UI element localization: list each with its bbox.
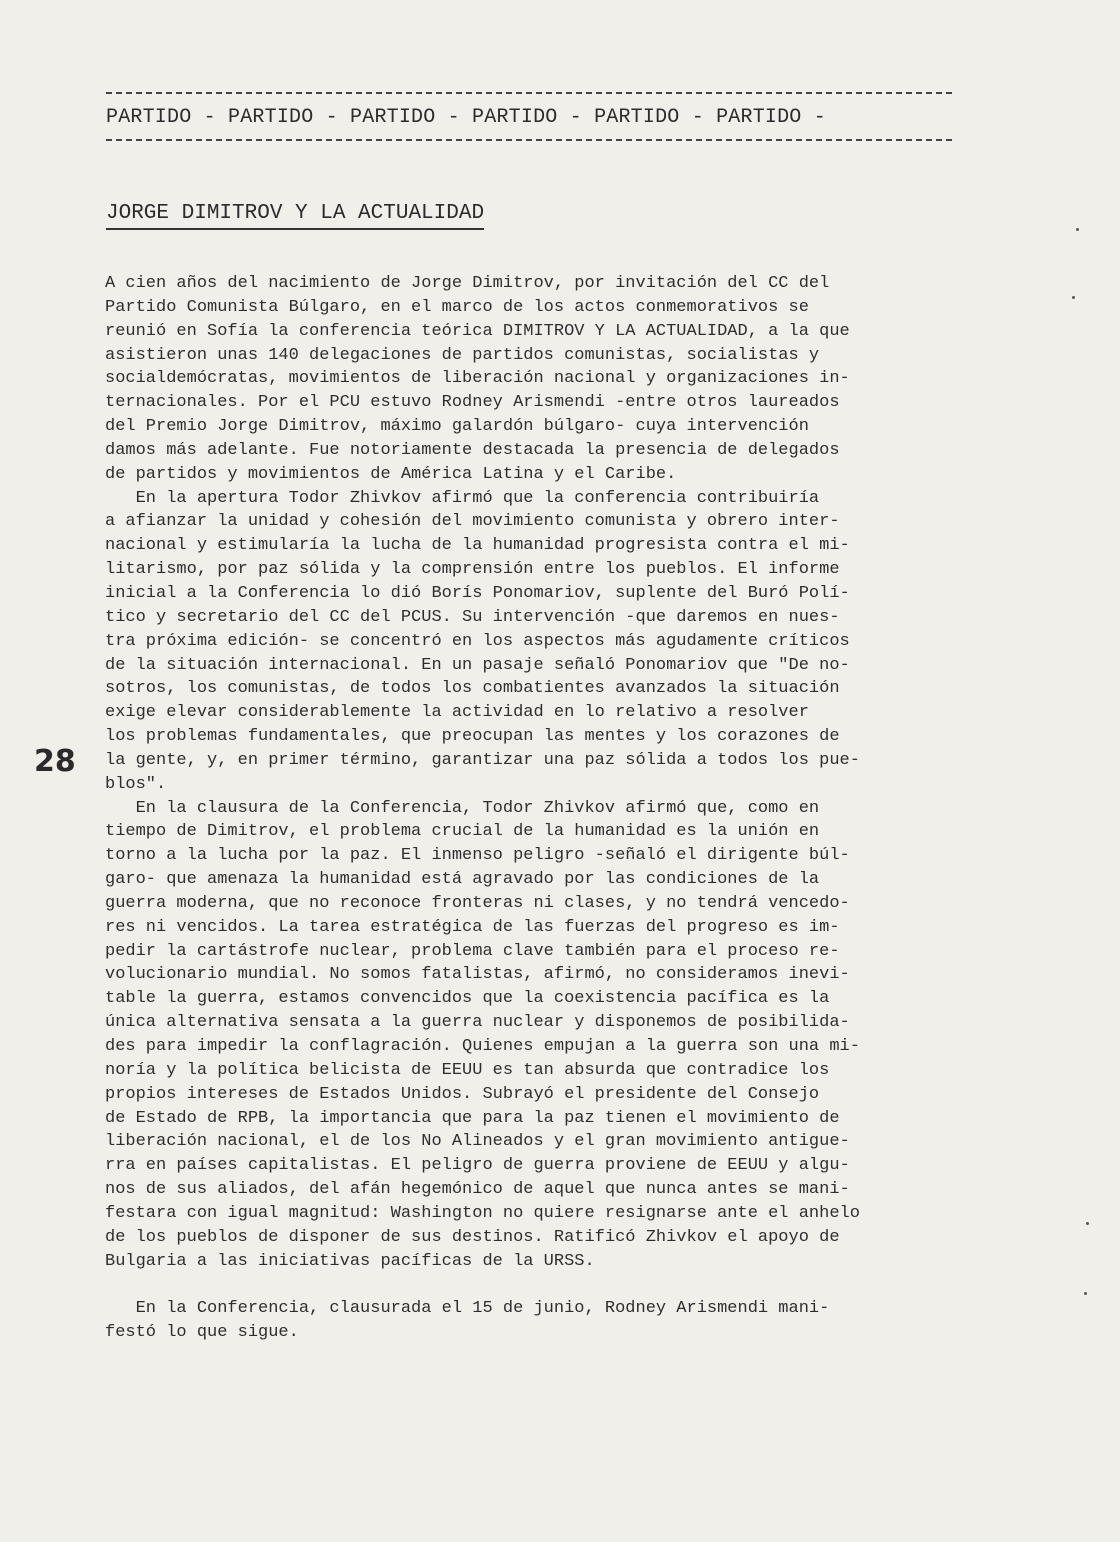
scan-speck [1076, 228, 1079, 231]
body-line: tiempo de Dimitrov, el problema crucial de la humanidad es la unión en [105, 822, 820, 842]
body-line: volucionario mundial. No somos fatalistas, afirmó, no consideramos inevi- [105, 965, 850, 985]
body-line: tra próxima edición- se concentró en los aspectos más agudamente críticos [105, 631, 850, 651]
body-line: table la guerra, estamos convencidos que la coexistencia pacífica es la [105, 989, 830, 1009]
body-line: garo- que amenaza la humanidad está agravado por las condiciones de la [105, 870, 820, 890]
body-line: blos". [105, 774, 167, 794]
body-line: noría y la política belicista de EEUU es tan absurda que contradice los [105, 1060, 830, 1080]
body-line: única alternativa sensata a la guerra nuclear y disponemos de posibilida- [105, 1013, 850, 1033]
body-line: de Estado de RPB, la importancia que para la paz tienen el movimiento de [105, 1108, 840, 1128]
body-line: a afianzar la unidad y cohesión del movimiento comunista y obrero inter- [105, 512, 840, 532]
body-line: Bulgaria a las iniciativas pacíficas de la URSS. [105, 1251, 595, 1271]
body-line: guerra moderna, que no reconoce fronteras ni clases, y no tendrá vencedo- [105, 893, 850, 913]
body-line: En la clausura de la Conferencia, Todor Zhivkov afirmó que, como en [105, 798, 820, 818]
body-line: inicial a la Conferencia lo dió Borís Ponomariov, suplente del Buró Polí- [105, 583, 850, 603]
body-line: la gente, y, en primer término, garantizar una paz sólida a todos los pue- [105, 750, 860, 770]
body-line: de los pueblos de disponer de sus destinos. Ratificó Zhivkov el apoyo de [105, 1227, 840, 1247]
body-line: En la apertura Todor Zhivkov afirmó que la conferencia contribuiría [105, 488, 820, 508]
scan-speck [1086, 1222, 1089, 1225]
scan-speck [1072, 296, 1075, 299]
header-top-rule [106, 92, 952, 94]
closing-line: festó lo que sigue. [105, 1323, 299, 1343]
body-line: damos más adelante. Fue notoriamente destacada la presencia de delegados [105, 440, 840, 460]
body-line: ternacionales. Por el PCU estuvo Rodney Arismendi -entre otros laureados [105, 393, 840, 413]
body-line: los problemas fundamentales, que preocupan las mentes y los corazones de [105, 727, 840, 747]
body-line: liberación nacional, el de los No Alineados y el gran movimiento antigue- [105, 1132, 850, 1152]
body-line: tico y secretario del CC del PCUS. Su intervención -que daremos en nues- [105, 607, 840, 627]
body-line: nos de sus aliados, del afán hegemónico de aquel que nunca antes se mani- [105, 1180, 850, 1200]
body-line: litarismo, por paz sólida y la comprensión entre los pueblos. El informe [105, 560, 840, 580]
body-line: rra en países capitalistas. El peligro de guerra proviene de EEUU y algu- [105, 1156, 850, 1176]
closing-line: En la Conferencia, clausurada el 15 de junio, Rodney Arismendi mani- [105, 1299, 830, 1319]
article-body [105, 272, 1005, 1345]
body-line: del Premio Jorge Dimitrov, máximo galardón búlgaro- cuya intervención [105, 417, 809, 437]
article-title: JORGE DIMITROV Y LA ACTUALIDAD [106, 202, 484, 230]
body-line: asistieron unas 140 delegaciones de partidos comunistas, socialistas y [105, 345, 820, 365]
body-line: festara con igual magnitud: Washington no quiere resignarse ante el anhelo [105, 1203, 860, 1223]
page-number: 28 [34, 744, 76, 779]
section-header: PARTIDO - PARTIDO - PARTIDO - PARTIDO - PARTIDO - PARTIDO - [106, 106, 826, 129]
header-bottom-rule [106, 139, 952, 141]
body-line: socialdemócratas, movimientos de liberación nacional y organizaciones in- [105, 369, 850, 389]
body-line: nacional y estimularía la lucha de la humanidad progresista contra el mi- [105, 536, 850, 556]
body-line: propios intereses de Estados Unidos. Subrayó el presidente del Consejo [105, 1084, 820, 1104]
body-line: exige elevar considerablemente la actividad en lo relativo a resolver [105, 703, 809, 723]
body-line: sotros, los comunistas, de todos los combatientes avanzados la situación [105, 679, 840, 699]
body-line: Partido Comunista Búlgaro, en el marco de los actos conmemorativos se [105, 297, 809, 317]
body-line: de partidos y movimientos de América Latina y el Caribe. [105, 464, 677, 484]
body-line: des para impedir la conflagración. Quienes empujan a la guerra son una mi- [105, 1037, 860, 1056]
body-line: A cien años del nacimiento de Jorge Dimitrov, por invitación del CC del [105, 274, 830, 293]
scan-speck [1084, 1292, 1087, 1295]
body-line: de la situación internacional. En un pasaje señaló Ponomariov que "De no- [105, 655, 850, 675]
paragraph-gap [105, 1273, 1005, 1297]
body-line: reunió en Sofía la conferencia teórica DIMITROV Y LA ACTUALIDAD, a la que [105, 321, 850, 341]
body-line: torno a la lucha por la paz. El inmenso peligro -señaló el dirigente búl- [105, 846, 850, 866]
body-line: pedir la cartástrofe nuclear, problema clave también para el proceso re- [105, 941, 840, 961]
body-line: res ni vencidos. La tarea estratégica de las fuerzas del progreso es im- [105, 917, 840, 937]
